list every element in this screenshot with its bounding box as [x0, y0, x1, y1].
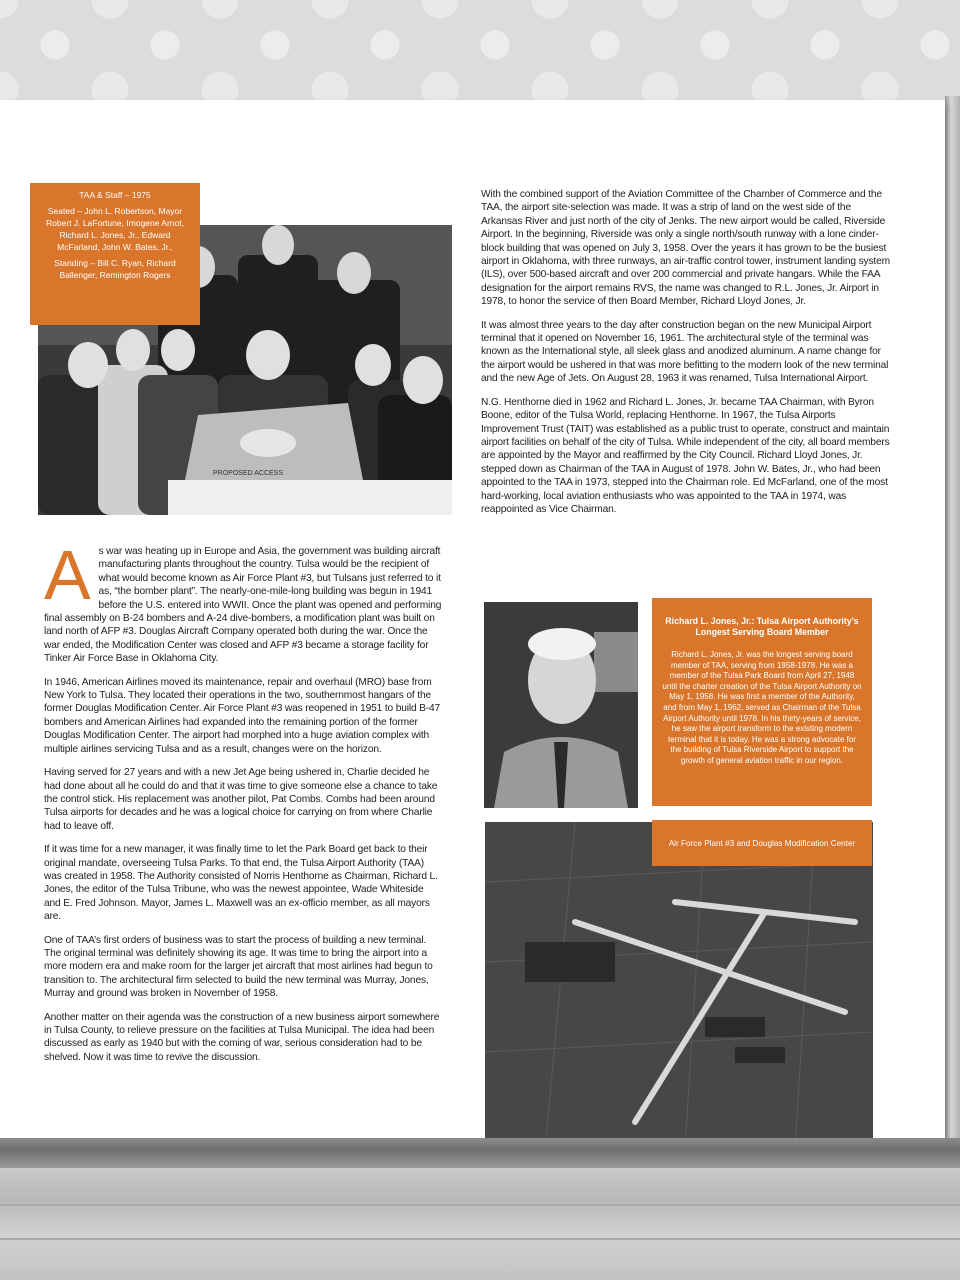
staff-caption-title: TAA & Staff – 1975: [79, 190, 151, 200]
jones-portrait: [484, 602, 638, 808]
left-column-text: [44, 536, 442, 1074]
aerial-photo-image: [485, 822, 873, 1150]
staff-caption-box: [30, 183, 200, 325]
jones-caption-title: Richard L. Jones, Jr.: Tulsa Airport Authority’s Longest Serving Board Member: [665, 616, 859, 637]
right-column-text: [481, 188, 891, 526]
jones-caption-body: Richard L. Jones, Jr. was the longest serving board member of TAA, serving from 1958-1978. He was a member of the Tulsa Park Board from April 27, 1948 until the charter creation of the Tulsa Airport Authority on May 1, 1958. He was first a member of the Authority, and from May 1, 1962, served as Chairman of the Tulsa Airport Authority until 1978. In his thirty-years of service, he saw the airport transform to the existing modern terminal that it is today. He was a strong advocate for the building of Tulsa Riverside Airport to support the growth of general aviation traffic in our region.: [662, 650, 862, 765]
ledge-groove: [0, 1204, 960, 1206]
right-paragraph: N.G. Henthorne died in 1962 and Richard L. Jones, Jr. became TAA Chairman, with Byron Boone, editor of the Tulsa World, replacing Henthorne. In 1967, the Tulsa Airports Improvement Trust (TAIT) was established as a public trust to operate, construct and maintain airport facilities on behalf of the city of Tulsa. While independent of the city, all board members are appointed by the Mayor and reaffirmed by the City Council. Richard Lloyd Jones, Jr. stepped down as Chairman of the TAA in August of 1978. John W. Bates, Jr., who had been appointed to the TAA in 1973, stepped into the Chairman role. Ed McFarland, one of the most hard-working, local aviation enthusiasts who was appointed to the TAA in 1974, was reappointed as Vice Chairman.: [481, 396, 890, 515]
aerial-caption: Air Force Plant #3 and Douglas Modification Center: [668, 839, 856, 848]
left-paragraph: If it was time for a new manager, it was finally time to let the Park Board get back to their original mandate, overseeing Tulsa Parks. To that end, the Tulsa Airport Authority (TAA) was created in 1958. The Authority consisted of Norris Henthorne as Chairman, Richard L. Jones, the editor of the Tulsa Tribune, who was the newest appointee, Wade Whiteside and E. Fred Johnson. Mayor, James L. Maxwell was an ex-officio member, as all mayors are.: [44, 844, 438, 923]
wallpaper-pattern: [0, 0, 960, 110]
first-paragraph-text: s war was heating up in Europe and Asia, the government was building aircraft manufacturing plants throughout the country. Tulsa would be the recipient of what would become known as Air Force Plant #3, but Tulsans just referred to it as, “the bomber plant”. The nearly-one-mile-long building was begun in 1941 before the U.S. entered into WWII. Once the plant was opened and performing final assembly on B-24 bombers and A-24 dive-bombers, a modification plant was built on land north of AFP #3. Douglas Aircraft Company operated both during the war. Once the war ended, the Modification Center was closed and AFP #3 became a storage facility for Tinker Air Force Base in Oklahoma City.: [44, 546, 442, 665]
left-paragraph: Another matter on their agenda was the construction of a new business airport somewhere in Tulsa County, to relieve pressure on the facilities at Tulsa Municipal. The idea had been discussed as early as 1940 but with the coming of war, serious consideration had to be shelved. Now it was time to revive the discussion.: [44, 1011, 440, 1063]
aerial-photo: [485, 822, 873, 1150]
aerial-caption-box: [652, 820, 872, 866]
left-paragraph: In 1946, American Airlines moved its maintenance, repair and overhaul (MRO) base from New York to Tulsa. They located their operations in the two, southernmost hangars of the former Douglas Modification Center. Air Force Plant #3 was reopened in 1951 to build B-47 bombers and American Airlines had expanded into the remaining portion of the former Douglas Modification Center. The airport had morphed into a huge aviation complex with multiple airlines servicing Tulsa and as a result, changes were on the horizon.: [44, 676, 441, 755]
staff-caption-seated: Seated – John L. Robertson, Mayor Robert J. LaFortune, Imogene Arnot, Richard L. Jones, Jr., Edward McFarland, John W. Bates, Jr.,: [46, 206, 184, 252]
display-frame-bottom: [0, 1138, 960, 1168]
left-paragraph: One of TAA’s first orders of business was to start the process of building a new terminal. The original terminal was definitely showing its age. It was time to bring the airport into a more modern era and make room for the larger jet aircraft that most airlines had begun to transition to. The architectural firm selected to build the new terminal was Murray, Jones, Murray and ground was broken in November of 1958.: [44, 934, 433, 1000]
right-paragraph: With the combined support of the Aviation Committee of the Chamber of Commerce and the TAA, the airport site-selection was made. It was a strip of land on the west side of the Arkansas River and just north of the city of Jenks. The new airport would be called, Riverside Airport. In the beginning, Riverside was only a single north/south runway with a lone cinder-block building that was opened on July 3, 1958. Over the years it has grown to be the busiest airport in Oklahoma, with three runways, an air-traffic control tower, instrument landing system (ILS), over 500-based aircraft and over 200 commercial and private hangars. While the FAA designation for the airport remains RVS, the name was changed to R.L. Jones, Jr. Airport in 1978, to honor the service of then Board Member, Richard Lloyd Jones, Jr.: [481, 189, 890, 308]
first-paragraph: [44, 536, 442, 666]
map-label: PROPOSED ACCESS: [213, 470, 284, 477]
staff-caption-standing: Standing – Bill C. Ryan, Richard Ballenger, Remington Rogers: [54, 258, 176, 280]
jones-caption-box: [652, 598, 872, 806]
display-frame-right: [945, 96, 960, 1156]
right-paragraph: It was almost three years to the day after construction began on the new Municipal Airport terminal that it opened on November 16, 1961. The architectural style of the terminal was known as the International style, all sleek glass and anodized aluminum. A name change for the airport would be ushered in that was more befitting to the modern look of the new terminal and the new Age of Jets. On August 28, 1963 it was renamed, Tulsa International Airport.: [481, 319, 889, 385]
left-paragraph: Having served for 27 years and with a new Jet Age being ushered in, Charlie decided he had done about all he could do and that it was time to give someone else a chance to take the control stick. His replacement was another pilot, Pat Combs. Combs had been around Tulsa airports for decades and he was a logical choice for carrying on from where Charlie had to leave off.: [44, 767, 438, 832]
display-ledge: [0, 1168, 960, 1280]
drop-cap: A: [44, 536, 91, 614]
jones-portrait-image: [484, 602, 638, 808]
ledge-groove: [0, 1238, 960, 1240]
